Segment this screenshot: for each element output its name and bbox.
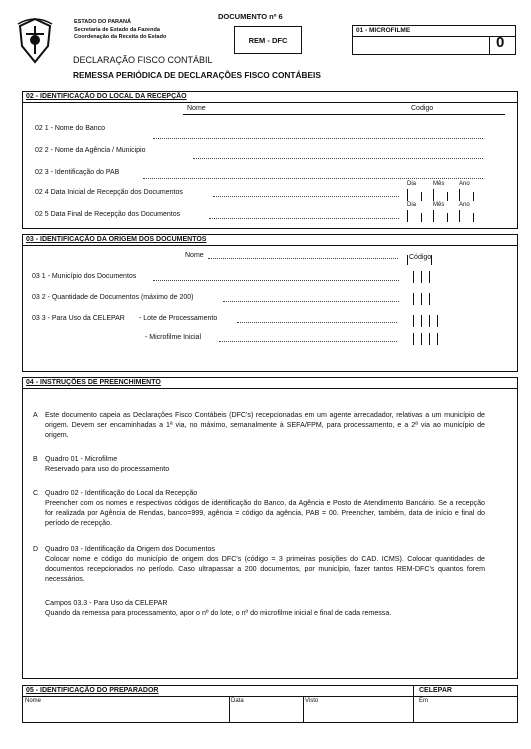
section-05-title: 05 - IDENTIFICAÇÃO DO PREPARADOR [26, 687, 159, 694]
date-tick [433, 189, 434, 201]
col-nome: Nome [187, 105, 206, 112]
col-header-line [183, 114, 505, 115]
form-code: REM - DFC [248, 36, 288, 45]
field-divider [303, 696, 304, 723]
code-tick [413, 271, 414, 283]
form-title: DECLARAÇÃO FISCO CONTÁBIL [73, 55, 213, 65]
row-03-2: 03 2 - Quantidade de Documentos (máximo de 200) [32, 294, 194, 301]
coat-of-arms-icon [14, 16, 56, 66]
col-nome: Nome [185, 252, 204, 259]
lote-tick [421, 315, 422, 327]
lote-tick [413, 315, 414, 327]
row-02-1: 02 1 - Nome do Banco [35, 125, 106, 132]
date-tick [421, 192, 422, 201]
section-04-title-line [23, 388, 517, 389]
secretaria-name: Secretaria de Estado da Fazenda [74, 27, 160, 33]
item-d-letter: D [33, 546, 39, 553]
microfilme-separator [489, 36, 490, 55]
item-a-letter: A [33, 412, 38, 419]
row-02-5-dots [209, 218, 399, 219]
date-tick [473, 213, 474, 222]
lote-label: - Lote de Processamento [139, 315, 218, 322]
document-number: DOCUMENTO nº 6 [218, 12, 283, 21]
microfilme-box [352, 25, 516, 55]
row-02-4-dots [213, 196, 399, 197]
row-02-5: 02 5 Data Final de Recepção dos Documentos [35, 211, 181, 218]
row-02-3-field[interactable] [143, 178, 483, 179]
lote-tick [429, 315, 430, 327]
item-d-title: Quadro 03 - Identificação da Origem dos Documentos [45, 545, 215, 553]
preparador-nome-label: Nome [25, 698, 42, 704]
date-tick [459, 189, 460, 201]
code-tick [407, 255, 408, 265]
item-a-text: Este documento capeia as Declarações Fisco Contábeis (DFC's) recepcionadas em um agente arrecadador, relativas a um município de origem. Devem ser encaminhadas a 1ª via, no máximo, semanalmente à SEFA/FPM, para processamento, e a 2ª via ao município de origem. [45, 411, 485, 439]
lote-field[interactable] [237, 322, 397, 323]
section-02 [22, 91, 518, 229]
section-02-title-line [23, 102, 517, 103]
item-e-text: Quando da remessa para processamento, apor o nº do lote, o nº do microfilme inicial e final de cada remessa. [45, 609, 392, 617]
micro-tick [437, 333, 438, 345]
field-divider [229, 696, 230, 723]
microfilme-value: 0 [496, 34, 505, 51]
item-c-title: Quadro 02 - Identificação do Local da Recepção [45, 489, 198, 497]
date-tick [433, 210, 434, 222]
qty-tick [421, 293, 422, 305]
col-codigo: Código [409, 254, 432, 261]
lote-tick [437, 315, 438, 327]
row-03-1: 03 1 - Município dos Documentos [32, 273, 137, 280]
col-nome-dots [208, 258, 398, 259]
microfilme-divider [353, 36, 515, 37]
item-e-title: Campos 03.3 - Para Uso da CELEPAR [45, 599, 168, 607]
col-codigo: Codigo [411, 105, 434, 112]
item-c-letter: C [33, 490, 39, 497]
qty-tick [429, 293, 430, 305]
section-03 [22, 234, 518, 372]
micro-tick [421, 333, 422, 345]
item-b-text: Reservado para uso do processamento [45, 465, 170, 473]
celepar-em-label: Em [419, 698, 428, 704]
section-05-divider [413, 686, 414, 723]
date-tick [407, 189, 408, 201]
section-03-title: 03 - IDENTIFICAÇÃO DA ORIGEM DOS DOCUMENTOS [26, 236, 207, 243]
date-ano: Ano [459, 202, 470, 208]
date-tick [407, 210, 408, 222]
item-c-text: Preencher com os nomes e respectivos códigos de identificação do Banco, da Agência e Posto de Atendimento Bancário. Se a recepção for realizada por Agência de Rendas, banco=999, agência = código da agência, PAB = 00. Preencher, também, data de início e final do período de recepção. [45, 499, 485, 527]
preparador-visto-label: Visto [305, 698, 319, 704]
section-02-title: 02 - IDENTIFICAÇÃO DO LOCAL DA RECEPÇÃO [26, 93, 187, 100]
date-mes: Mês [433, 202, 445, 208]
row-02-4: 02 4 Data Inicial de Recepção dos Documentos [35, 189, 183, 196]
celepar-label: CELEPAR [419, 687, 452, 694]
coordenacao-name: Coordenação da Receita do Estado [74, 34, 167, 40]
date-dia: Dia [407, 181, 417, 187]
section-04 [22, 377, 518, 679]
item-b-letter: B [33, 456, 38, 463]
row-03-3: 03 3 - Para Uso da CELEPAR [32, 315, 125, 322]
date-tick [421, 213, 422, 222]
row-02-2-field[interactable] [193, 158, 483, 159]
micro-tick [429, 333, 430, 345]
microfilme-inicial-field[interactable] [219, 341, 397, 342]
micro-tick [413, 333, 414, 345]
date-tick [447, 213, 448, 222]
date-tick [473, 192, 474, 201]
row-02-2: 02 2 - Nome da Agência / Municipio [35, 147, 146, 154]
qty-tick [413, 293, 414, 305]
date-tick [459, 210, 460, 222]
preparador-data-label: Data [231, 698, 244, 704]
date-tick [447, 192, 448, 201]
section-05-title-line [23, 696, 517, 697]
code-tick [431, 255, 432, 265]
row-02-1-field[interactable] [153, 138, 483, 139]
section-05 [22, 685, 518, 723]
row-03-1-field[interactable] [153, 280, 399, 281]
form-subtitle: REMESSA PERIÓDICA DE DECLARAÇÕES FISCO CONTÁBEIS [73, 70, 321, 80]
code-tick [429, 271, 430, 283]
state-name: ESTADO DO PARANÁ [74, 19, 131, 25]
section-03-title-line [23, 245, 517, 246]
microfilme-label: 01 - MICROFILME [356, 27, 411, 34]
row-03-2-field[interactable] [223, 301, 399, 302]
row-02-3: 02 3 - Identificação do PAB [35, 169, 120, 176]
form-code-box [234, 26, 302, 54]
microfilme-inicial-label: - Microfilme Inicial [145, 334, 202, 341]
section-04-title: 04 - INSTRUÇÕES DE PREENCHIMENTO [26, 379, 161, 386]
item-d-text: Colocar nome e código do município de origem dos DFC's (código = 3 primeiras posições do CAD. ICMS). Colocar quantidades de documentos recepcionados no período. Caso ultrapassar a 200 documentos, por município, fazer tantos REM-DFC's quantos forem necessários. [45, 555, 485, 583]
date-mes: Mês [433, 181, 445, 187]
date-ano: Ano [459, 181, 470, 187]
code-tick [421, 271, 422, 283]
date-dia: Dia [407, 202, 417, 208]
item-b-title: Quadro 01 - Microfilme [45, 455, 118, 463]
